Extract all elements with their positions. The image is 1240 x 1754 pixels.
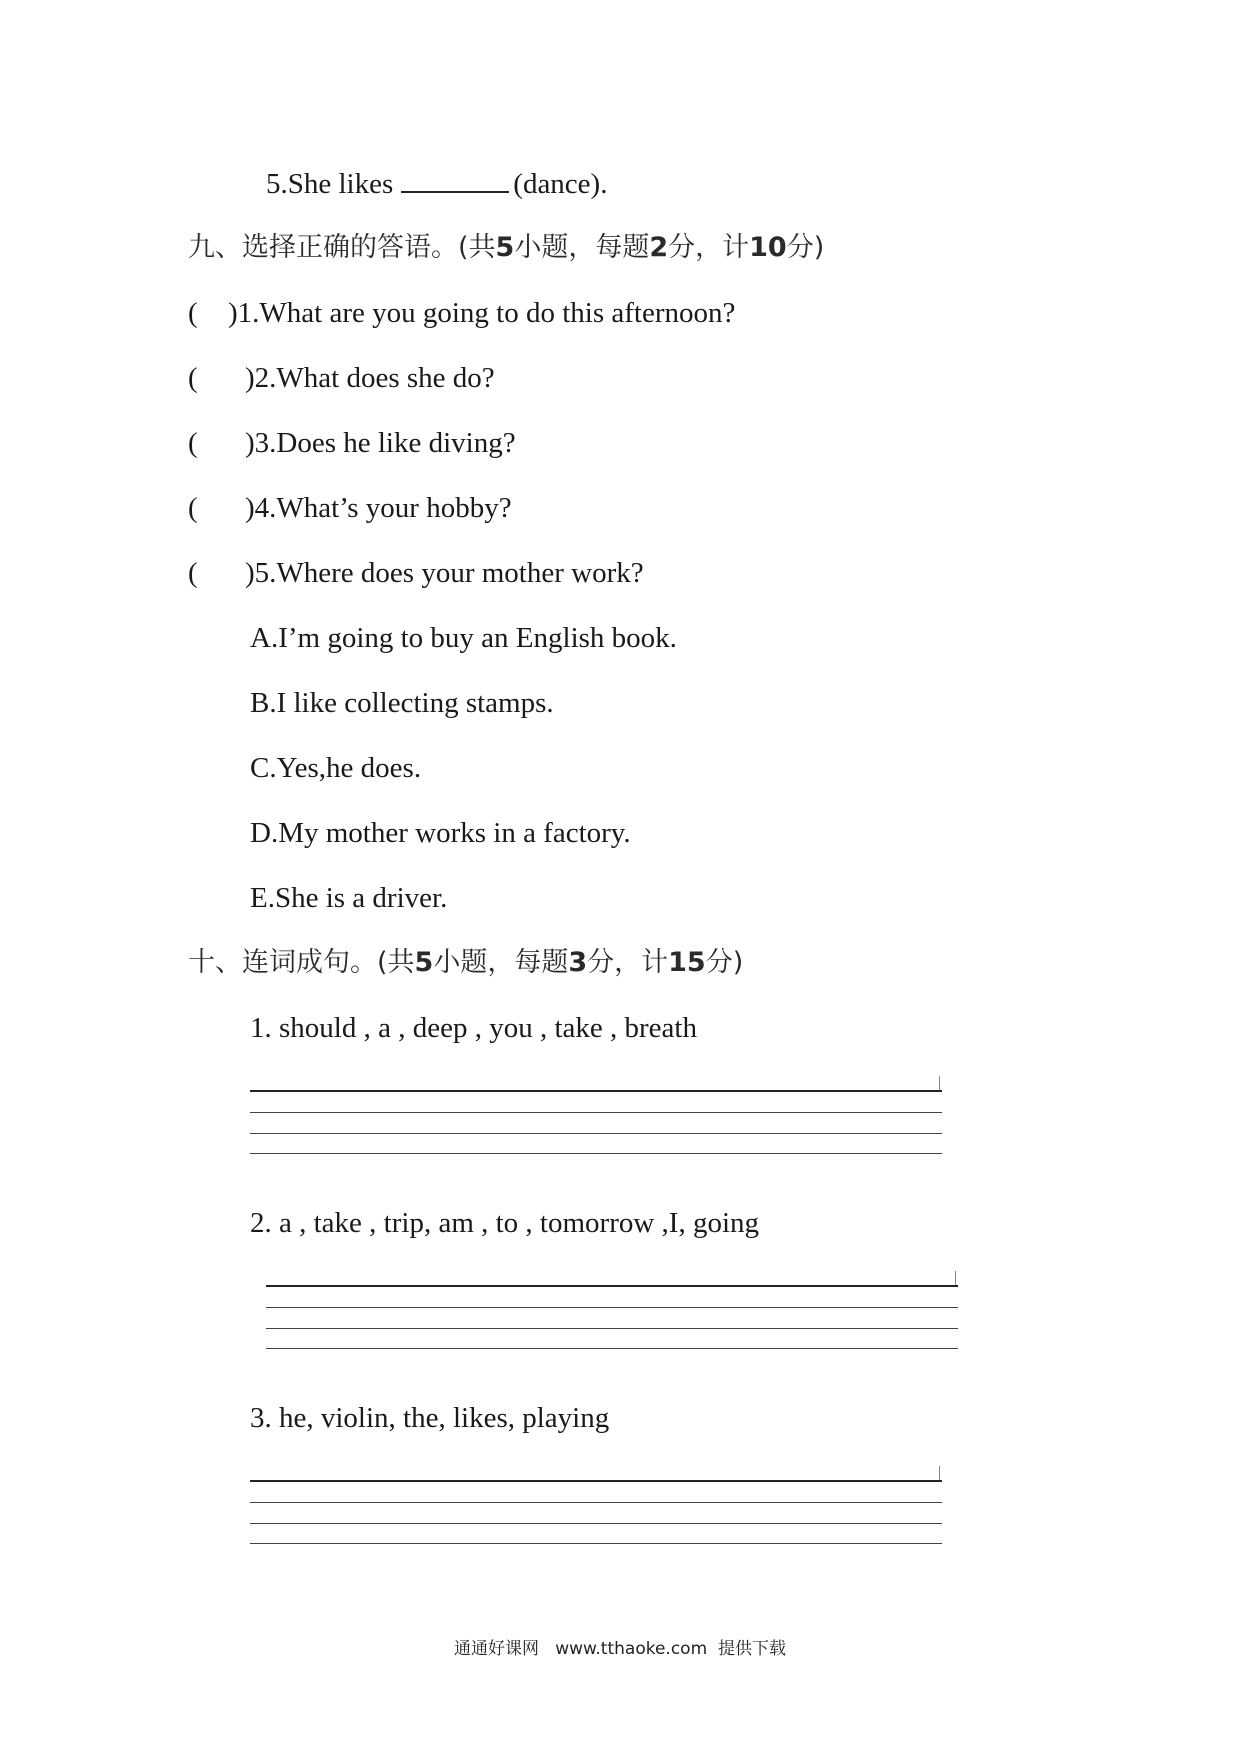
line-tick bbox=[955, 1271, 956, 1285]
writing-lines-2[interactable] bbox=[266, 1285, 958, 1355]
footer-note: 提供下载 bbox=[717, 1639, 786, 1659]
line-tick bbox=[939, 1076, 940, 1090]
answer-paren-5[interactable]: ( bbox=[188, 557, 198, 589]
writing-lines-1[interactable] bbox=[250, 1090, 942, 1160]
scramble-item-1: 1. should , a , deep , you , take , breath bbox=[250, 1012, 697, 1044]
question-5: )5.Where does your mother work? bbox=[245, 557, 644, 589]
line-tick bbox=[939, 1466, 940, 1480]
question-4: )4.What’s your hobby? bbox=[245, 492, 512, 524]
answer-blank[interactable] bbox=[401, 169, 509, 193]
option-d: D.My mother works in a factory. bbox=[250, 817, 631, 849]
heading-text: 分) bbox=[786, 232, 825, 263]
fill-in-item-5 bbox=[266, 167, 607, 201]
writing-rule bbox=[266, 1307, 958, 1308]
item-prefix: 5.She likes bbox=[266, 168, 394, 200]
writing-rule bbox=[250, 1090, 942, 1092]
heading-text: 分，计 bbox=[668, 232, 750, 263]
heading-text: 小题，每题 bbox=[514, 232, 650, 263]
writing-rule bbox=[266, 1285, 958, 1287]
option-a: A.I’m going to buy an English book. bbox=[250, 622, 677, 654]
answer-paren-4[interactable]: ( bbox=[188, 492, 198, 524]
answer-paren-3[interactable]: ( bbox=[188, 427, 198, 459]
footer-site-name: 通通好课网 bbox=[454, 1639, 540, 1659]
writing-rule bbox=[250, 1480, 942, 1482]
heading-total: 15 bbox=[668, 947, 706, 978]
answer-paren-1[interactable]: ( bbox=[188, 297, 198, 329]
heading-points: 2 bbox=[649, 232, 669, 263]
footer-url: www.tthaoke.com bbox=[555, 1639, 708, 1659]
option-e: E.She is a driver. bbox=[250, 882, 448, 914]
writing-rule bbox=[250, 1133, 942, 1134]
scramble-item-3: 3. he, violin, the, likes, playing bbox=[250, 1402, 610, 1434]
heading-count: 5 bbox=[495, 232, 515, 263]
heading-text: 分，计 bbox=[587, 947, 669, 978]
writing-rule bbox=[250, 1523, 942, 1524]
writing-rule bbox=[250, 1543, 942, 1544]
heading-text: 分) bbox=[705, 947, 744, 978]
option-b: B.I like collecting stamps. bbox=[250, 687, 554, 719]
heading-total: 10 bbox=[749, 232, 787, 263]
heading-points: 3 bbox=[568, 947, 588, 978]
item-suffix: (dance). bbox=[513, 168, 608, 200]
heading-count: 5 bbox=[414, 947, 434, 978]
answer-paren-2[interactable]: ( bbox=[188, 362, 198, 394]
scramble-item-2: 2. a , take , trip, am , to , tomorrow ,I, going bbox=[250, 1207, 760, 1239]
writing-rule bbox=[250, 1502, 942, 1503]
page-footer bbox=[0, 1634, 1240, 1659]
writing-rule bbox=[266, 1328, 958, 1329]
section-9-heading bbox=[188, 231, 824, 265]
question-1: )1.What are you going to do this afternoon? bbox=[228, 297, 736, 329]
writing-rule bbox=[250, 1153, 942, 1154]
heading-text: 十、连词成句。(共 bbox=[188, 947, 415, 978]
option-c: C.Yes,he does. bbox=[250, 752, 422, 784]
writing-rule bbox=[266, 1348, 958, 1349]
heading-text: 小题，每题 bbox=[433, 947, 569, 978]
question-2: )2.What does she do? bbox=[245, 362, 495, 394]
question-3: )3.Does he like diving? bbox=[245, 427, 516, 459]
writing-lines-3[interactable] bbox=[250, 1480, 942, 1550]
section-10-heading bbox=[188, 946, 743, 980]
heading-text: 九、选择正确的答语。(共 bbox=[188, 232, 496, 263]
writing-rule bbox=[250, 1112, 942, 1113]
